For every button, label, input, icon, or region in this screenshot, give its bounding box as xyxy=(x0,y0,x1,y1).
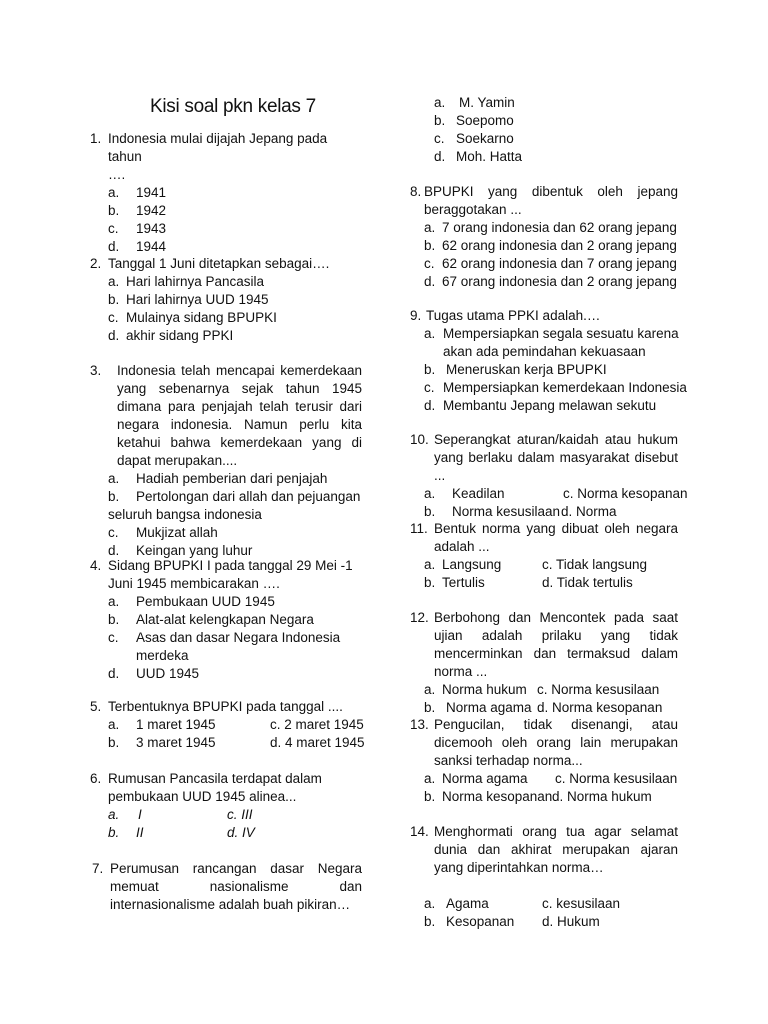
question-text: Indonesia mulai dijajah Jepang pada tahun xyxy=(108,131,328,164)
question-9 xyxy=(410,307,687,415)
option-c: c. 62 orang indonesia dan 7 orang jepang xyxy=(424,256,677,271)
option-a: a. Mempersiapkan segala sesuatu karena xyxy=(424,326,679,341)
question-text: Perumusan rancangan dasar Negara memuat nasionalisme dan internasionalisme adalah buah pikiran… xyxy=(110,861,362,912)
option-row-2: b. Norma kesopanan d. Norma hukum xyxy=(424,789,652,804)
option-b-continuation: seluruh bangsa indonesia xyxy=(108,507,262,522)
option-row-1: a. Keadilan c. Norma kesopanan xyxy=(424,486,688,501)
question-text: BPUPKI yang dibentuk oleh jepang beraggotakan ... xyxy=(424,184,678,217)
question-text: Rumusan Pancasila terdapat dalam pembukaan UUD 1945 alinea... xyxy=(108,771,322,804)
option-row-2: b. 3 maret 1945 d. 4 maret 1945 xyxy=(108,735,365,750)
option-c: c. Mempersiapkan kemerdekaan Indonesia xyxy=(424,380,687,395)
question-text: Berbohong dan Mencontek pada saat ujian adalah prilaku yang tidak mencerminkan dan termaksud dalam norma ... xyxy=(434,610,678,679)
option-c: c. 1943 xyxy=(108,221,167,236)
page-title: Kisi soal pkn kelas 7 xyxy=(150,96,316,117)
option-d: d. 67 orang indonesia dan 2 orang jepang xyxy=(424,274,677,289)
question-text: Pengucilan, tidak disenangi, atau dicemooh oleh orang lain merupakan sanksi terhadap norma... xyxy=(434,717,678,768)
option-d: d. UUD 1945 xyxy=(108,666,200,681)
option-c-continuation: merdeka xyxy=(136,648,189,663)
question-number: 7. xyxy=(92,861,104,876)
option-row-1: a. 1 maret 1945 c. 2 maret 1945 xyxy=(108,717,364,732)
option-row-2: b. Kesopanan d. Hukum xyxy=(424,914,600,929)
question-2 xyxy=(90,255,362,345)
option-d: d. Keingan yang luhur xyxy=(108,543,253,558)
question-text: Tanggal 1 Juni ditetapkan sebagai…. xyxy=(108,256,330,271)
question-3 xyxy=(90,362,362,560)
question-10 xyxy=(410,431,688,521)
question-number: 13. xyxy=(410,717,429,732)
question-text: Terbentuknya BPUPKI pada tanggal .... xyxy=(108,699,343,714)
question-text: Sidang BPUPKI I pada tanggal 29 Mei -1 Juni 1945 membicarakan …. xyxy=(108,558,353,591)
option-row-2: b. Norma kesusilaan d. Norma xyxy=(424,504,617,519)
question-number: 10. xyxy=(410,432,429,447)
question-13 xyxy=(410,716,678,806)
option-c: c. Mukjizat allah xyxy=(108,525,218,540)
option-row-2: b. II d. IV xyxy=(108,825,255,840)
question-number: 2. xyxy=(90,256,102,271)
question-6 xyxy=(90,770,362,842)
question-number: 6. xyxy=(90,771,102,786)
option-row-2: b. Tertulis d. Tidak tertulis xyxy=(424,575,633,590)
question-4 xyxy=(90,557,362,683)
question-number: 9. xyxy=(410,308,422,323)
option-d: d. Moh. Hatta xyxy=(434,149,523,164)
option-a: a. 1941 xyxy=(108,185,167,200)
question-number: 8. xyxy=(410,184,422,199)
question-8 xyxy=(410,183,678,291)
option-row-1: a. Agama c. kesusilaan xyxy=(424,896,621,911)
question-1 xyxy=(90,130,362,256)
option-row-1: a. Norma agama c. Norma kesusilaan xyxy=(424,771,678,786)
option-a: a. Hadiah pemberian dari penjajah xyxy=(108,471,328,486)
question-7 xyxy=(92,860,362,914)
option-b: b. 1942 xyxy=(108,203,167,218)
option-b: b. Meneruskan kerja BPUPKI xyxy=(424,362,607,377)
option-c: c. Mulainya sidang BPUPKI xyxy=(108,310,277,325)
question-number: 3. xyxy=(90,363,102,378)
question-14 xyxy=(410,823,678,931)
option-b: b. Pertolongan dari allah dan pejuangan xyxy=(108,489,361,504)
option-row-1: a. I c. III xyxy=(108,807,253,822)
option-row-2: b. Norma agama d. Norma kesopanan xyxy=(424,700,663,715)
option-a: a. 7 orang indonesia dan 62 orang jepang xyxy=(424,220,677,235)
option-c: c. Soekarno xyxy=(434,131,514,146)
option-c: c. Asas dan dasar Negara Indonesia xyxy=(108,630,341,645)
option-d: d. 1944 xyxy=(108,239,167,254)
option-b: b. Alat-alat kelengkapan Negara xyxy=(108,612,314,627)
option-a: a. Hari lahirnya Pancasila xyxy=(108,274,265,289)
question-number: 5. xyxy=(90,699,102,714)
option-d: d. Membantu Jepang melawan sekutu xyxy=(424,398,657,413)
option-a: a. M. Yamin xyxy=(434,95,515,110)
option-b: b. 62 orang indonesia dan 2 orang jepang xyxy=(424,238,677,253)
question-12 xyxy=(410,609,678,717)
question-text: Bentuk norma yang dibuat oleh negara adalah ... xyxy=(434,521,678,554)
option-d: d. akhir sidang PPKI xyxy=(108,328,234,343)
option-b: b. Hari lahirnya UUD 1945 xyxy=(108,292,269,307)
question-number: 4. xyxy=(90,558,102,573)
question-text: Seperangkat aturan/kaidah atau hukum yang berlaku dalam masyarakat disebut ... xyxy=(434,432,678,483)
question-text: Menghormati orang tua agar selamat dunia dan akhirat merupakan ajaran yang diperintahkan norma… xyxy=(434,824,678,875)
question-7-options xyxy=(410,94,678,166)
question-continuation: …. xyxy=(108,167,126,182)
question-number: 12. xyxy=(410,610,429,625)
question-5 xyxy=(90,698,365,752)
question-number: 11. xyxy=(410,521,428,536)
option-row-1: a. Langsung c. Tidak langsung xyxy=(424,557,648,572)
question-number: 14. xyxy=(410,824,429,839)
question-number: 1. xyxy=(90,131,102,146)
question-text: Indonesia telah mencapai kemerdekaan yang sebenarnya sejak tahun 1945 dimana para penjajah telah terusir dari negara indonesia. Namun perlu kita ketahui bahwa kemerdekaan yang di dapat merupakan.... xyxy=(117,363,362,468)
option-a-continuation: akan ada pemindahan kekuasaan xyxy=(443,344,646,359)
question-text: Tugas utama PPKI adalah.… xyxy=(426,308,601,323)
option-a: a. Pembukaan UUD 1945 xyxy=(108,594,275,609)
option-b: b. Soepomo xyxy=(434,113,514,128)
option-row-1: a. Norma hukum c. Norma kesusilaan xyxy=(424,682,660,697)
question-11 xyxy=(410,520,678,592)
